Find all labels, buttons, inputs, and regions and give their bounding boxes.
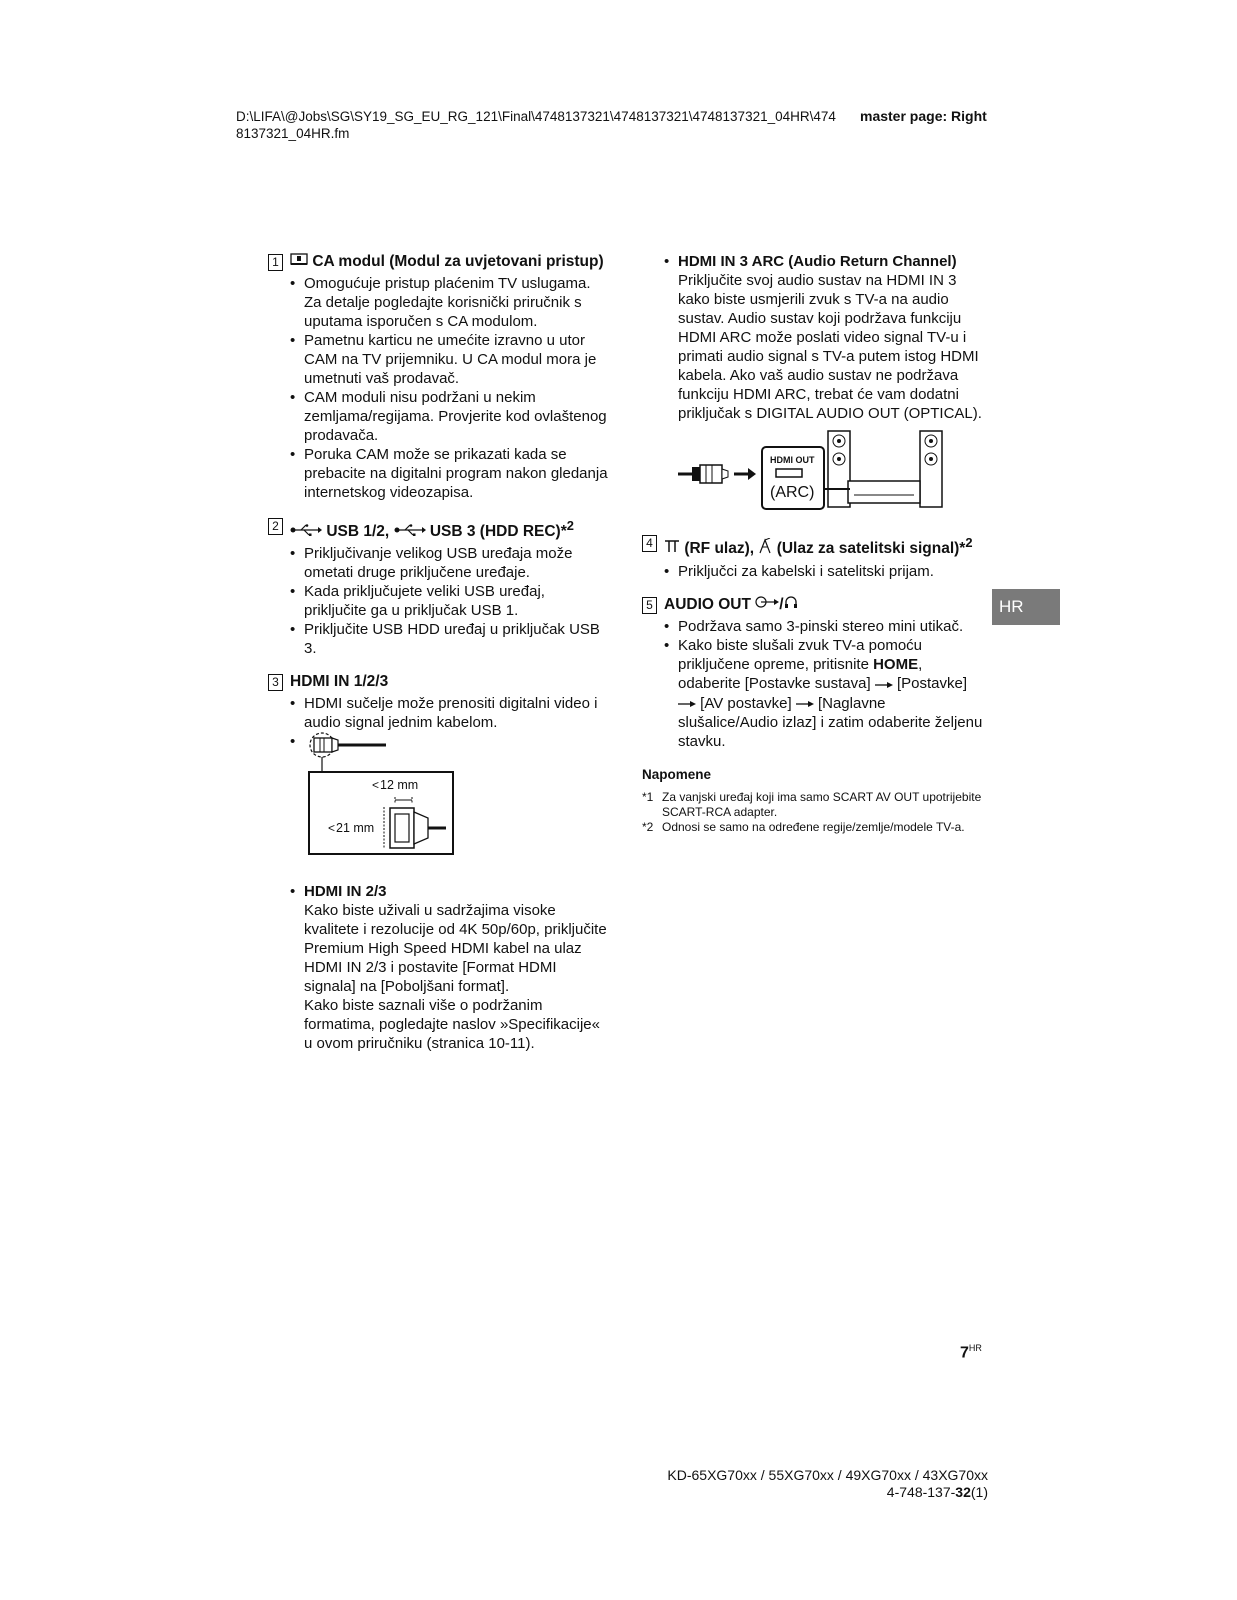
- section-title-sat: (Ulaz za satelitski signal)*: [776, 540, 966, 558]
- section-rf-satellite: [642, 533, 987, 581]
- section-title: HDMI IN 1/2/3: [290, 673, 389, 691]
- master-page-label: master page: Right: [860, 108, 987, 124]
- section-heading: [268, 516, 608, 542]
- dimension-width-label: 12 mm: [380, 778, 419, 793]
- arrow-icon: [678, 694, 696, 713]
- list-item: • Priključci za kabelski i satelitski prijam.: [678, 562, 987, 581]
- list-item: [678, 636, 987, 751]
- headphones-icon: [784, 595, 798, 615]
- footnote-ref: 2: [965, 535, 973, 550]
- code-part: 4-748-137-: [886, 1484, 956, 1500]
- arc-title: HDMI IN 3 ARC (Audio Return Channel): [678, 253, 957, 270]
- right-column: [642, 252, 987, 835]
- hdmi23-title: HDMI IN 2/3: [304, 883, 387, 901]
- bullet-list: [642, 562, 987, 581]
- arc-connection-diagram: [678, 429, 978, 519]
- hdmi23-paragraph: Kako biste uživali u sadržajima visoke kvalitete i rezolucije od 4K 50p/60p, priključite Premium High Speed HDMI kabel na ulaz HDMI IN 2/3 i postavite [Format HDMI signala] na [Poboljšani format].: [304, 902, 607, 996]
- hdmi-plug-diagram: [304, 732, 474, 872]
- list-item-diagram: [304, 732, 608, 872]
- home-key: HOME: [873, 656, 919, 674]
- notes-block: [642, 765, 987, 835]
- footer: [640, 1467, 988, 1501]
- svg-text:<: • <: [372, 778, 380, 793]
- bullet-list: [268, 694, 608, 872]
- footnote: [642, 820, 987, 835]
- usb-icon: [290, 522, 322, 542]
- satellite-icon: [758, 538, 772, 560]
- footnote: [642, 790, 987, 820]
- left-column: [268, 252, 608, 1067]
- section-number: 4: [642, 535, 657, 552]
- arrow-icon: [875, 675, 893, 694]
- section-audio-out: [642, 595, 987, 751]
- text-segment: [Naglavne slušalice/Audio izlaz] i zatim odaberite željenu stavku.: [678, 694, 983, 751]
- list-item: • Poruka CAM može se prikazati kada se prebacite na digitalni program nakon gledanja internetskog videozapisa.: [304, 445, 608, 502]
- section-title: CA modul (Modul za uvjetovani pristup): [312, 253, 604, 271]
- line-out-icon: [755, 595, 779, 615]
- footnote-text: Za vanjski uređaj koji ima samo SCART AV OUT upotrijebite SCART-RCA adapter.: [662, 790, 982, 820]
- usb-icon: [394, 522, 426, 542]
- section-heading: [268, 252, 608, 272]
- dimension-height-label: 21 mm: [336, 821, 375, 836]
- arc-label: (ARC): [770, 484, 815, 501]
- svg-text:<: <: [328, 821, 336, 836]
- section-title-usb12: USB 1/2,: [326, 523, 390, 541]
- section-heading: [642, 533, 987, 560]
- list-item: • HDMI sučelje može prenositi digitalni video i audio signal jednim kabelom.: [304, 694, 608, 732]
- ca-card-icon: [290, 252, 308, 272]
- section-number: 5: [642, 597, 657, 614]
- text-segment: [Postavke]: [896, 675, 968, 693]
- footnote-ref: 2: [566, 518, 574, 534]
- page-number-value: 7: [960, 1344, 969, 1362]
- hdmi-arc-block: • HDMI IN 3 ARC (Audio Return Channel) Priključite svoj audio sustav na HDMI IN 3 kako biste usmjerili zvuk s TV-a na audio sustav. Audio sustav koji podržava funkciju HDMI ARC može poslati video signal TV-u i primati audio signal s TV-a putem istog HDMI kabela. Ako vaš audio sustav ne podržava funkciju HDMI ARC, trebat će vam dodatni priključak s DIGITAL AUDIO OUT (OPTICAL). HDMI OUT (ARC): [642, 252, 987, 519]
- text-segment: Kako biste slušali zvuk TV-a pomoću priključene opreme, pritisnite: [678, 637, 923, 674]
- section-number: 2: [268, 518, 283, 535]
- section-title-rf: (RF ulaz),: [684, 540, 755, 558]
- hdmi23-paragraph: Kako biste saznali više o podržanim formatima, pogledajte naslov »Specifikacije« u ovom priručniku (stranica 10-11).: [304, 997, 600, 1053]
- section-heading: 5 AUDIO OUT /: [642, 595, 987, 615]
- bullet-list: [642, 617, 987, 751]
- section-ca-module: [268, 252, 608, 502]
- document-code: [640, 1484, 988, 1501]
- list-item: • Omogućuje pristup plaćenim TV uslugama. Za detalje pogledajte korisnički priručnik s uputama isporučen s CA modulom.: [304, 274, 608, 331]
- text-segment: [AV postavke]: [700, 694, 792, 712]
- section-title-usb3: USB 3 (HDD REC)*: [429, 523, 567, 541]
- list-item: • Priključivanje velikog USB uređaja može ometati druge priključene uređaje.: [304, 544, 608, 582]
- bullet-list: [268, 544, 608, 658]
- section-heading: [268, 672, 608, 692]
- hdmi-out-label: HDMI OUT: [770, 455, 815, 465]
- list-item: • Kada priključujete veliki USB uređaj, priključite ga u priključak USB 1.: [304, 582, 608, 620]
- code-part: 32: [955, 1484, 971, 1500]
- list-item: • Pametnu karticu ne umećite izravno u utor CAM na TV prijemniku. U CA modul mora je umetnuti vaš prodavač.: [304, 331, 608, 388]
- model-list: KD-65XG70xx / 55XG70xx / 49XG70xx / 43XG70xx: [667, 1467, 988, 1483]
- arrow-icon: [796, 694, 814, 713]
- page-number-suffix: HR: [968, 1343, 982, 1353]
- footnote-mark: *1: [642, 790, 654, 805]
- antenna-icon: [664, 539, 680, 559]
- bullet-list: [268, 274, 608, 502]
- footnote-text: Odnosi se samo na određene regije/zemlje/modele TV-a.: [662, 820, 965, 835]
- footnote-mark: *2: [642, 820, 654, 835]
- section-hdmi: [268, 672, 608, 1053]
- page-number: [960, 1343, 982, 1362]
- section-number: 1: [268, 254, 283, 271]
- list-item: • Priključite USB HDD uređaj u priključak USB 3.: [304, 620, 608, 658]
- list-item: • Podržava samo 3-pinski stereo mini utikač.: [678, 617, 987, 636]
- section-title: AUDIO OUT: [664, 596, 751, 614]
- section-usb: [268, 516, 608, 658]
- list-item: • CAM moduli nisu podržani u nekim zemljama/regijama. Provjerite kod ovlaštenog prodavača.: [304, 388, 608, 445]
- hdmi23-block: • HDMI IN 2/3 Kako biste uživali u sadržajima visoke kvalitete i rezolucije od 4K 50p/60p, priključite Premium High Speed HDMI kabel na ulaz HDMI IN 2/3 i postavite [Format HDMI signala] na [Poboljšani format]. Kako biste saznali više o podržanim formatima, pogledajte naslov »Specifikacije« u ovom priručniku (stranica 10-11).: [290, 883, 607, 1053]
- text-segment: , odaberite [Postavke sustava]: [678, 656, 923, 693]
- language-tab: HR: [992, 589, 1060, 625]
- arc-paragraph: Priključite svoj audio sustav na HDMI IN 3 kako biste usmjerili zvuk s TV-a na audio sustav. Audio sustav koji podržava funkciju HDMI ARC može poslati video signal TV-u i primati audio signal s TV-a putem istog HDMI kabela. Ako vaš audio sustav ne podržava funkciju HDMI ARC, trebat će vam dodatni priključak s DIGITAL AUDIO OUT (OPTICAL).: [678, 272, 982, 422]
- code-part: (1): [970, 1484, 988, 1500]
- section-number: 3: [268, 674, 283, 691]
- file-path: D:\LIFA\@Jobs\SG\SY19_SG_EU_RG_121\Final\4748137321\4748137321\4748137321_04HR\4748137321_04HR.fm: [236, 109, 836, 141]
- notes-title: Napomene: [642, 767, 712, 783]
